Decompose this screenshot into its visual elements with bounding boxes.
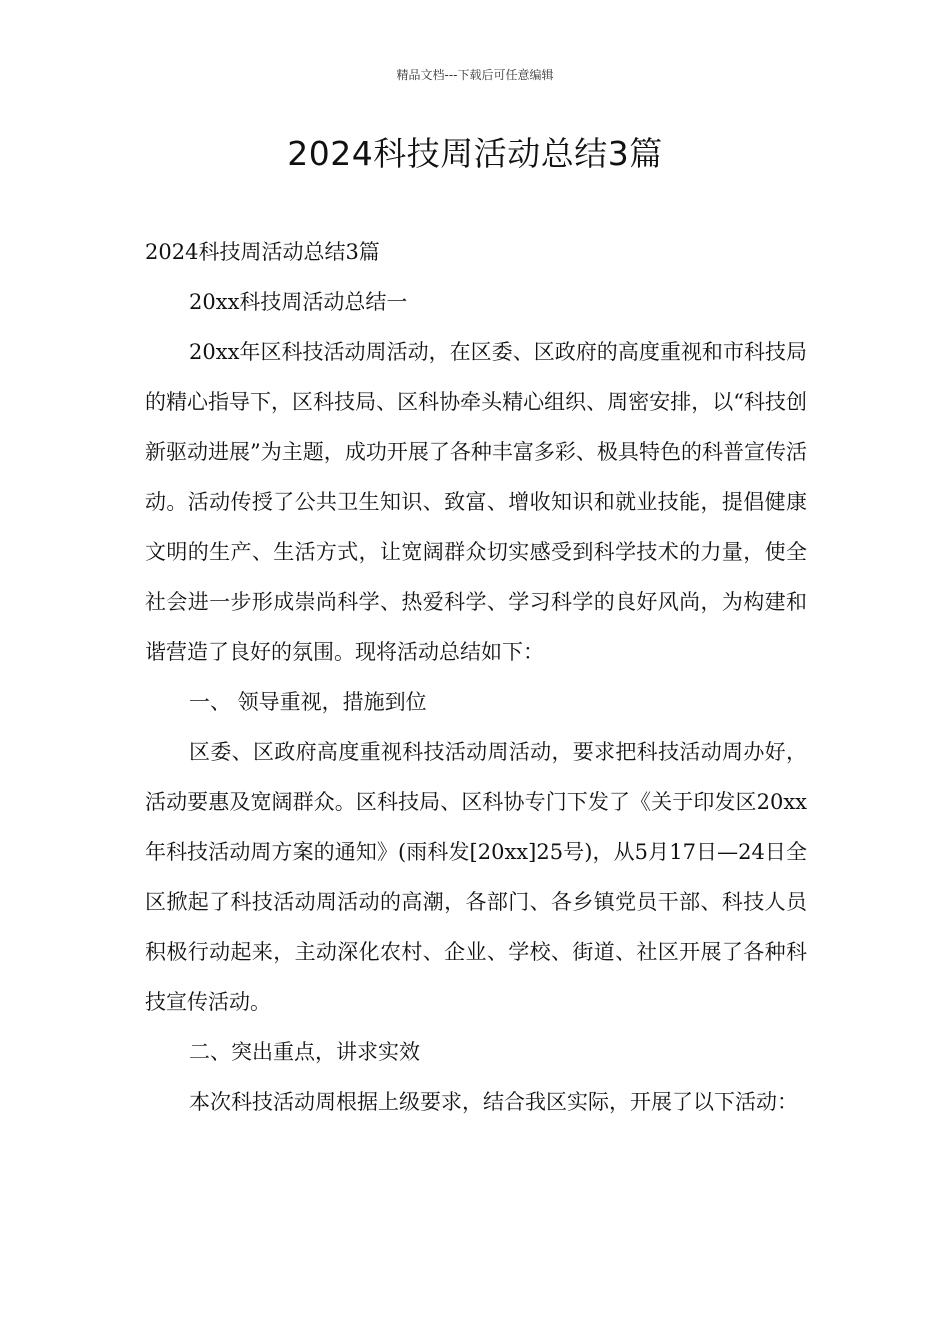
paragraph: 20xx年区科技活动周活动，在区委、区政府的高度重视和市科技局的精心指导下，区科技局、区科协牵头精心组织、周密安排，以“科技创新驱动进展”为主题，成功开展了各种丰富多彩、极具特色的科普宣传活动。活动传授了公共卫生知识、致富、增收知识和就业技能，提倡健康文明的生产、生活方式，让宽阔群众切实感受到科学技术的力量，使全社会进一步形成崇尚科学、热爱科学、学习科学的良好风尚，为构建和谐营造了良好的氛围。现将活动总结如下： (145, 340, 807, 664)
section-heading: 一、 领导重视，措施到位 (189, 690, 427, 714)
section-heading: 二、突出重点，讲求实效 (189, 1040, 420, 1064)
paragraph: 区委、区政府高度重视科技活动周活动，要求把科技活动周办好，活动要惠及宽阔群众。区科技局、区科协专门下发了《关于印发区20xx年科技活动周方案的通知》(雨科发[20xx]25号)，从5月17日—24日全区掀起了科技活动周活动的高潮，各部门、各乡镇党员干部、科技人员积极行动起来，主动深化农村、企业、学校、街道、社区开展了各种科技宣传活动。 (145, 740, 807, 1014)
paragraph: 20xx科技周活动总结一 (189, 290, 408, 314)
header-note: 精品文档---下载后可任意编辑 (396, 68, 554, 82)
paragraph: 本次科技活动周根据上级要求，结合我区实际，开展了以下活动： (189, 1090, 798, 1114)
document-title: 2024科技周活动总结3篇 (287, 134, 663, 173)
document-body (145, 227, 807, 1127)
paragraph: 2024科技周活动总结3篇 (145, 240, 380, 264)
